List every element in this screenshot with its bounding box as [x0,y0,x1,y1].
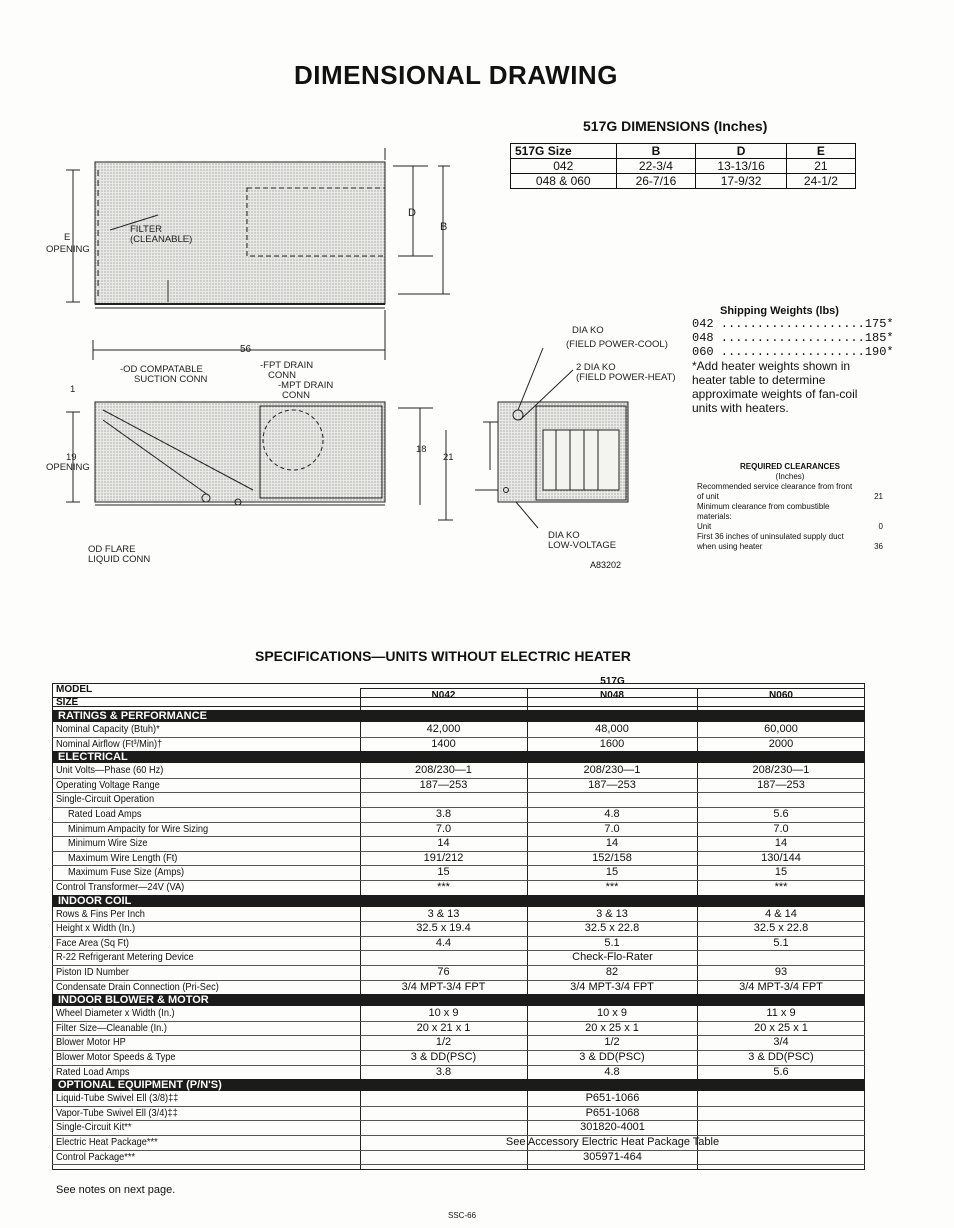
dim-cell: 22-3/4 [616,159,696,174]
row-value: 7.0 [773,822,789,835]
row-value: 152/158 [592,851,632,864]
row-label: Height x Width (In.) [56,922,136,935]
drain-conn-label-2: CONN [268,370,296,381]
row-value: 187—253 [757,778,805,791]
model-header: 517G [600,676,625,687]
row-label: Single-Circuit Kit** [56,1121,132,1134]
row-label: Wheel Diameter x Width (In.) [56,1007,175,1020]
divider [52,697,865,698]
opening-19-label-2: OPENING [46,462,90,473]
row-value: 7.0 [435,822,452,835]
row-value: See Accessory Electric Heat Package Table [505,1136,720,1148]
drain-conn-label: -FPT DRAIN [260,360,314,371]
row-value: P651-1066 [585,1092,640,1105]
row-value: 76 [437,966,450,978]
clearance-text: Minimum clearance from combustible [697,502,830,511]
row-value: 187—253 [419,778,468,791]
row-value: 208/230—1 [415,764,472,777]
row-label: Nominal Airflow (Ft³/Min)† [56,737,163,750]
ko-heat-label-2: (FIELD POWER-HEAT) [576,372,676,383]
row-value: 187—253 [588,778,636,791]
dim-cell: 048 & 060 [511,174,617,189]
top-view [66,148,450,360]
row-value: 20 x 25 x 1 [754,1021,808,1034]
shipping-note: *Add heater weights shown in heater table to determine approximate weights of fan-coil units with heaters. [692,359,858,415]
row-value: 10 x 9 [428,1007,459,1020]
row-value: 2000 [768,737,794,750]
row-value: 1600 [599,737,625,750]
row-label: Minimum Ampacity for Wire Sizing [68,822,209,835]
clearances-title: REQUIRED CLEARANCES [739,462,840,471]
row-label: R-22 Refrigerant Metering Device [56,951,194,964]
row-value: 1/2 [435,1036,452,1049]
row-label: Control Transformer—24V (VA) [56,881,185,893]
row-label: Electric Heat Package*** [56,1136,158,1148]
clearance-text: of unit [697,492,719,501]
row-value: 3/4 [773,1036,789,1049]
row-value: 15 [605,866,619,879]
e-label: E [64,232,71,243]
filter-label: FILTER [130,224,163,235]
row-value: 3.8 [435,808,452,820]
section-band: ELECTRICAL [52,751,865,763]
dim-header: E [786,144,855,159]
row-value: 191/212 [423,851,464,864]
dimensions-title: 517G DIMENSIONS (Inches) [583,118,768,134]
dim-21: 21 [443,452,454,463]
clearance-text: when using heater [697,542,763,551]
row-value: 60,000 [764,723,798,735]
row-value: 3 & 13 [596,907,628,920]
dimensional-drawing [38,130,678,590]
row-value: 11 x 9 [766,1007,796,1020]
front-view [66,402,453,520]
dim-cell: 21 [786,159,855,174]
row-label: Rated Load Amps [68,808,142,820]
row-label: Maximum Wire Length (Ft) [68,851,178,864]
dim-cell: 26-7/16 [616,174,696,189]
opening-19-label: 19 [66,452,77,463]
section-band: RATINGS & PERFORMANCE [52,710,865,722]
b-label: B [440,221,448,233]
row-value: Check-Flo-Rater [572,951,653,964]
row-value: 20 x 21 x 1 [416,1021,471,1034]
dim-cell: 13-13/16 [696,159,787,174]
row-label: Blower Motor HP [56,1036,126,1049]
dim-header: B [616,144,696,159]
row-line [52,1164,865,1165]
row-value: 5.6 [773,808,789,820]
dim-cell: 24-1/2 [786,174,855,189]
filter-cleanable-label: (CLEANABLE) [130,234,193,245]
notes-text: See notes on next page. [56,1184,176,1196]
ko-lowvolt-label-2: LOW-VOLTAGE [548,540,617,551]
section-band: OPTIONAL EQUIPMENT (P/N'S) [52,1079,865,1091]
row-value: 5.1 [604,936,620,949]
row-value: 1400 [431,737,456,750]
row-label: Control Package*** [56,1150,136,1163]
row-value: 208/230—1 [752,764,810,777]
row-value: 93 [774,966,788,978]
shipping-row: 042 ....................175* [692,317,894,331]
ko-heat-label: 2 DIA KO [576,362,616,373]
row-label: Blower Motor Speeds & Type [56,1051,176,1063]
row-label: Operating Voltage Range [56,778,160,791]
mpt-drain-label-2: CONN [282,390,310,401]
row-value: P651-1068 [585,1106,640,1119]
clearance-text: Recommended service clearance from front [697,482,853,491]
size-header: N060 [769,690,793,701]
row-value: 10 x 9 [597,1007,627,1020]
dim-header: 517G Size [511,144,617,159]
table-row [511,159,856,174]
size-label: SIZE [56,697,79,708]
d-label: D [408,207,416,219]
dim-18: 18 [416,444,427,455]
row-value: 32.5 x 22.8 [584,922,640,935]
row-value: 3 & DD(PSC) [410,1051,477,1063]
row-value: 42,000 [426,723,461,735]
clearances-subtitle: (Inches) [775,472,805,481]
row-value: 32.5 x 22.8 [753,922,809,935]
row-value: 1/2 [604,1036,620,1049]
mpt-drain-label: -MPT DRAIN [278,380,334,391]
row-value: *** [437,881,450,893]
row-label: Piston ID Number [56,966,129,978]
clearance-text: First 36 inches of uninsulated supply duct [697,532,844,541]
page-number: SSC-66 [448,1211,477,1220]
ko-cool-label: DIA KO [572,325,604,336]
suction-conn-label: -OD COMPATABLE [120,364,203,375]
row-label: Vapor-Tube Swivel Ell (3/4)‡‡ [56,1106,178,1119]
divider [52,706,865,707]
shipping-row: 060 ....................190* [692,345,894,359]
dimensions-table [510,143,856,189]
row-value: 20 x 25 x 1 [585,1021,639,1034]
row-value: *** [774,881,788,893]
row-value: 3/4 MPT-3/4 FPT [739,980,823,993]
ko-cool-label-2: (FIELD POWER-COOL) [566,339,668,350]
row-value: 3 & DD(PSC) [579,1051,645,1063]
suction-conn-label-2: SUCTION CONN [134,374,208,385]
section-band: INDOOR BLOWER & MOTOR [52,994,865,1006]
dim-header: D [696,144,787,159]
row-label: Maximum Fuse Size (Amps) [68,866,185,879]
row-value: 3/4 MPT-3/4 FPT [401,980,486,993]
clearance-text: Unit [697,522,712,531]
row-value: 130/144 [761,851,801,864]
row-label: Minimum Wire Size [68,837,148,850]
row-value: 15 [774,866,788,879]
model-label: MODEL [56,684,93,695]
row-value: 301820-4001 [580,1121,645,1134]
row-label: Rows & Fins Per Inch [56,907,145,920]
figure-id: A83202 [590,560,622,570]
ko-lowvolt-label: DIA KO [548,530,580,541]
row-value: 4.8 [604,1065,620,1078]
row-value: 3 & 13 [427,907,460,920]
dim-cell: 042 [511,159,617,174]
row-value: 7.0 [604,822,620,835]
shipping-weights [692,305,894,415]
row-value: 5.6 [773,1065,789,1078]
dim-56: 56 [240,344,252,355]
clearance-text: materials: [697,512,732,521]
dimensions-header-row [511,144,856,159]
size-header: N042 [431,690,456,701]
row-label: Filter Size—Cleanable (In.) [56,1021,167,1034]
clearance-value: 36 [874,542,883,551]
row-value: 14 [774,837,788,850]
row-value: 3.8 [435,1065,452,1078]
row-value: 82 [605,966,619,978]
row-value: 3 & DD(PSC) [748,1051,814,1063]
row-value: 14 [605,837,619,850]
row-value: *** [605,881,619,893]
required-clearances [697,462,883,552]
shipping-row: 048 ....................185* [692,331,894,345]
row-value: 4.4 [435,936,452,949]
row-value: 15 [437,866,450,879]
flare-conn-label: OD FLARE [88,544,136,555]
flare-conn-label-2: LIQUID CONN [88,554,151,565]
page-title: DIMENSIONAL DRAWING [294,60,618,90]
shipping-title: Shipping Weights (lbs) [720,305,839,317]
specifications-title: SPECIFICATIONS—UNITS WITHOUT ELECTRIC HEATER [255,648,631,664]
row-value: 14 [437,837,450,850]
dim-cell: 17-9/32 [696,174,787,189]
row-label: Condensate Drain Connection (Pri-Sec) [56,980,219,993]
clearance-value: 0 [878,522,883,531]
row-label: Unit Volts—Phase (60 Hz) [56,764,164,777]
row-label: Liquid-Tube Swivel Ell (3/8)‡‡ [56,1092,179,1105]
row-value: 48,000 [595,723,629,735]
e-opening-label: OPENING [46,244,90,255]
row-label: Single-Circuit Operation [56,793,155,806]
row-label: Face Area (Sq Ft) [56,936,129,949]
dim-1: 1 [70,384,76,395]
row-value: 4 & 14 [765,907,797,920]
row-value: 305971-464 [583,1150,642,1163]
row-value: 32.5 x 19.4 [416,922,471,935]
row-line [52,792,865,793]
section-band: INDOOR COIL [52,895,865,907]
table-row [511,174,856,189]
row-value: 208/230—1 [583,764,641,777]
row-label: Rated Load Amps [56,1065,130,1078]
row-value: 4.8 [604,808,620,820]
divider [360,688,865,689]
row-value: 5.1 [773,936,789,949]
clearance-value: 21 [874,492,883,501]
size-header: N048 [600,690,624,701]
row-value: 3/4 MPT-3/4 FPT [570,980,654,993]
row-label: Nominal Capacity (Btuh)* [56,723,160,735]
